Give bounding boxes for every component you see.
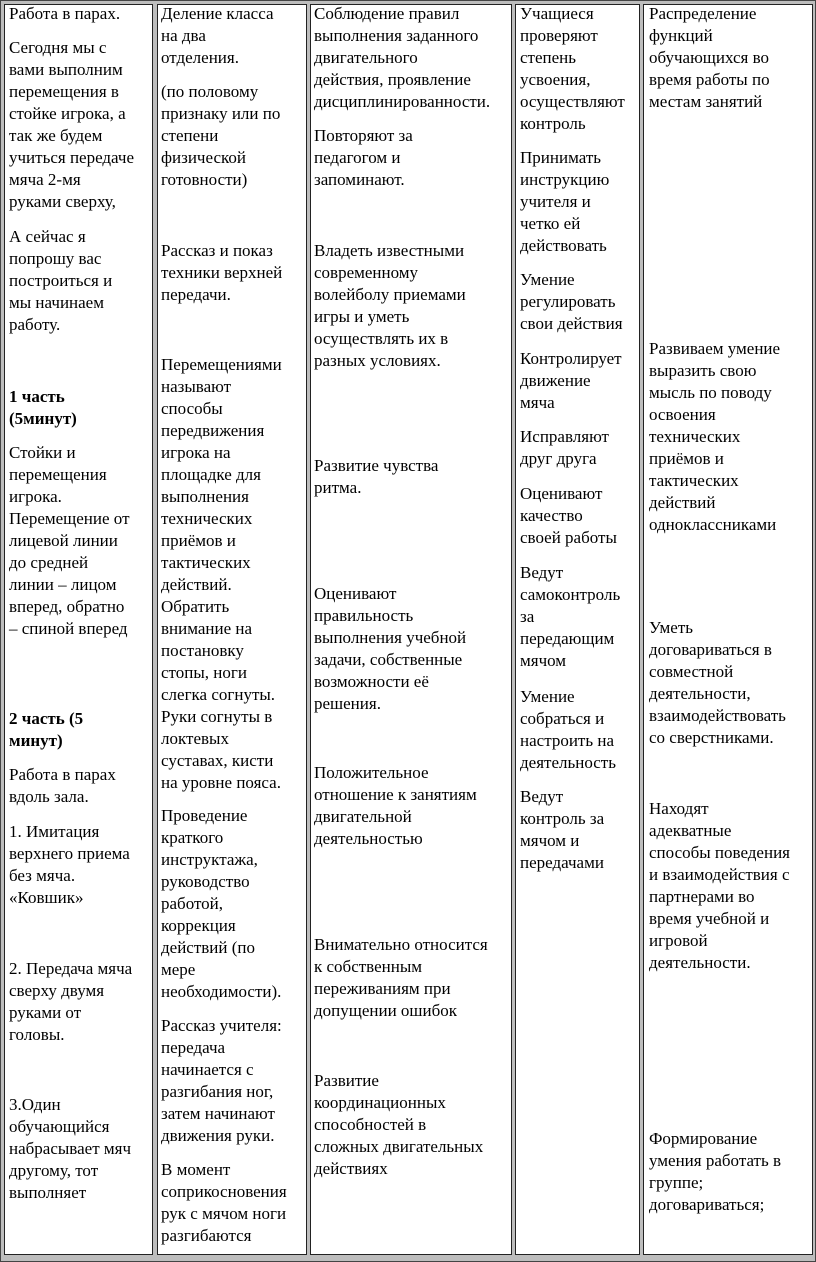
paragraph: Работа в парах. [9,4,121,23]
paragraph: Ведут контроль за мячом и передачами [520,787,605,872]
paragraph: Оценивают качество своей работы [520,484,617,547]
cell-uud [643,4,813,1255]
paragraph: Формирование умения работать в группе; договариваться; [649,1129,782,1214]
paragraph: Деление класса на два отделения. [161,4,274,67]
paragraph: 1. Имитация верхнего приема без мяча. «Ковшик» [9,822,130,907]
paragraph: Внимательно относится к собственным переживаниям при допущении ошибок [314,935,488,1020]
paragraph: 3.Один обучающийся набрасывает мяч другому, тот выполняет [9,1095,132,1202]
cell-control [515,4,640,1255]
paragraph: Развитие чувства ритма. [314,456,439,497]
paragraph: Контролирует движение мяча [520,349,622,412]
paragraph: Проведение краткого инструктажа, руководство работой, коррекция действий (по мере необходимости). [161,806,282,1001]
paragraph: Сегодня мы с вами выполним перемещения в стойке игрока, а так же будем учиться передаче мяча 2-мя руками сверху, [9,38,135,211]
paragraph: Владеть известными современному волейболу приемами игры и уметь осуществлять их в разных условиях. [314,241,466,370]
paragraph: Соблюдение правил выполнения заданного двигательного действия, проявление дисциплинированности. [314,4,491,111]
section-heading: 1 часть (5минут) [9,387,77,428]
paragraph: Учащиеся проверяют степень усвоения, осуществляют контроль [520,4,625,133]
paragraph: (по половому признаку или по степени физической готовности) [161,82,281,189]
paragraph: Уметь договариваться в совместной деятельности, взаимодействовать со сверстниками. [649,618,786,747]
paragraph: Исправляют друг друга [520,427,609,468]
paragraph: Умение собраться и настроить на деятельность [520,687,616,772]
paragraph: Оценивают правильность выполнения учебной задачи, собственные возможности её решения. [314,584,467,713]
cell-student-activity [310,4,512,1255]
paragraph: Умение регулировать свои действия [520,270,623,333]
section-heading: 2 часть (5 минут) [9,709,84,750]
cell-teacher-activity [157,4,307,1255]
paragraph: Повторяют за педагогом и запоминают. [314,126,413,189]
paragraph: Работа в парах вдоль зала. [9,765,116,806]
paragraph: Находят адекватные способы поведения и взаимодействия с партнерами во время учебной и игровой деятельности. [649,799,790,972]
paragraph: Развиваем умение выразить свою мысль по поводу освоения технических приёмов и тактических действий одноклассниками [649,339,781,534]
paragraph: Принимать инструкцию учителя и четко ей действовать [520,148,610,255]
paragraph: Рассказ учителя: передача начинается с разгибания ног, затем начинают движения руки. [161,1016,282,1145]
paragraph: Рассказ и показ техники верхней передачи. [161,241,283,304]
paragraph: Перемещениями называют способы передвижения игрока на площадке для выполнения технических приёмов и тактических действий. Обратить внимание на постановку стопы, ноги слегка согнуты. Руки согнуты в локтевых суставах, кисти на уровне пояса. [161,355,282,792]
paragraph: Ведут самоконтроль за передающим мячом [520,563,621,670]
paragraph: Развитие координационных способностей в сложных двигательных действиях [314,1071,484,1178]
paragraph: Стойки и перемещения игрока. Перемещение от лицевой линии до средней линии – лицом вперед, обратно – спиной вперед [9,443,130,638]
paragraph: А сейчас я попрошу вас построиться и мы начинаем работу. [9,227,113,334]
cell-teacher-speech [4,4,153,1255]
paragraph: Распределение функций обучающихся во время работы по местам занятий [649,4,770,111]
paragraph: В момент соприкосновения рук с мячом ноги разгибаются [161,1160,287,1245]
paragraph: Положительное отношение к занятиям двигательной деятельностью [314,763,477,848]
paragraph: 2. Передача мяча сверху двумя руками от головы. [9,959,133,1044]
